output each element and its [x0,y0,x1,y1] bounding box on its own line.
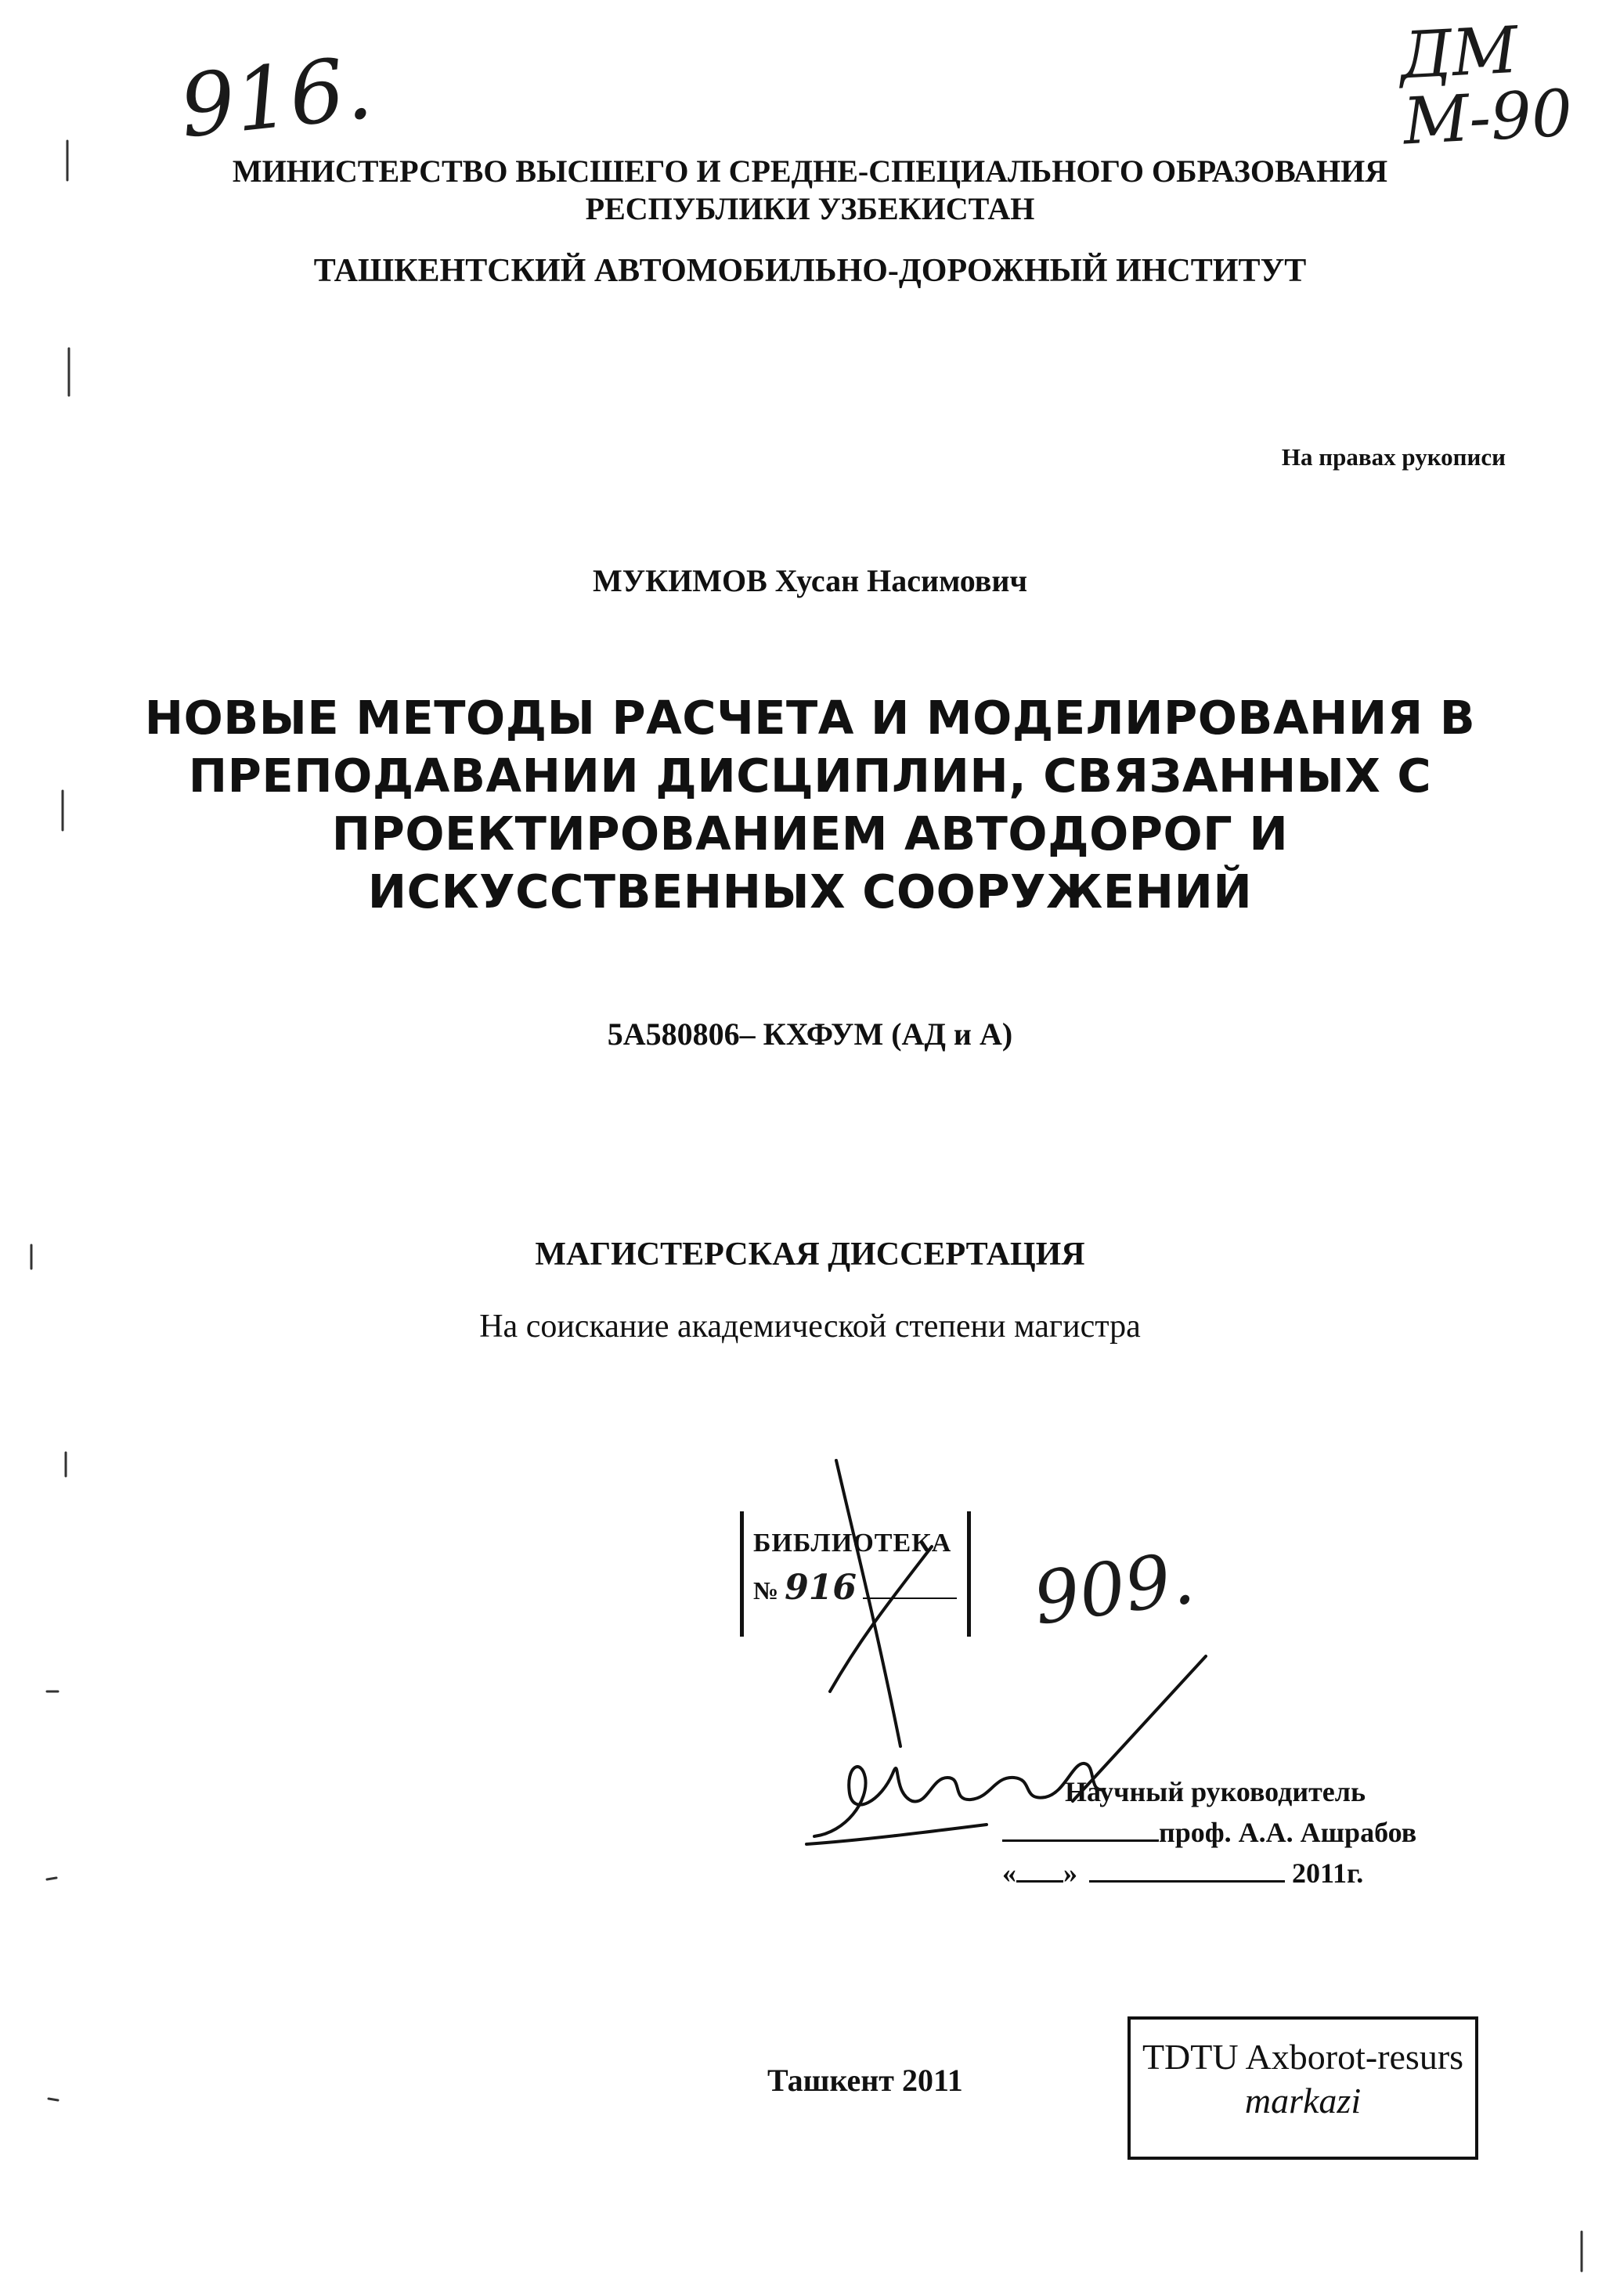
supervisor-label: Научный руководитель [1065,1776,1366,1807]
date-open-quote: « [1002,1857,1016,1889]
author-name: МУКИМОВ Хусан Насимович [592,563,1028,598]
signature-icon [814,1764,1104,1836]
handwritten-number-middle: 909. [1028,1536,1200,1641]
date-year: 2011г. [1292,1857,1364,1889]
thesis-title-line: ПРЕПОДАВАНИИ ДИСЦИПЛИН, СВЯЗАННЫХ С [188,749,1432,803]
degree-purpose: На соискание академической степени магистра [479,1309,1141,1345]
manuscript-note: На правах рукописи [1281,443,1506,471]
library-stamp-number-value: 916 [785,1568,857,1608]
resource-stamp-line1: TDTU Axborot-resurs [1142,2037,1464,2077]
ministry-line-1: МИНИСТЕРСТВО ВЫСШЕГО И СРЕДНЕ-СПЕЦИАЛЬНОГО ОБРАЗОВАНИЯ [232,153,1388,189]
ministry-line-2: РЕСПУБЛИКИ УЗБЕКИСТАН [585,191,1035,226]
library-stamp-number-prefix: № [753,1576,779,1605]
date-close-quote: » [1063,1857,1077,1889]
scan-mark [49,2099,58,2100]
cross-out-stroke [836,1460,900,1746]
thesis-title-line: ИСКУССТВЕННЫХ СООРУЖЕНИЙ [367,865,1253,919]
library-stamp-title: БИБЛИОТЕКА [753,1529,952,1558]
city-year: Ташкент 2011 [767,2063,963,2098]
thesis-title-line: НОВЫЕ МЕТОДЫ РАСЧЕТА И МОДЕЛИРОВАНИЯ В [144,691,1476,745]
handwritten-number-top-left: 916. [175,37,377,157]
handwritten-code-line1: ДМ [1398,13,1520,94]
thesis-title-line: ПРОЕКТИРОВАНИЕМ АВТОДОРОГ И [331,807,1289,861]
cross-out-stroke [830,1547,932,1691]
handwritten-code-line2: М-90 [1401,76,1575,160]
resource-stamp-line2: markazi [1244,2081,1362,2121]
specialty-code: 5А580806– КХФУМ (АД и А) [607,1016,1013,1052]
document-type: МАГИСТЕРСКАЯ ДИССЕРТАЦИЯ [535,1236,1085,1273]
scan-mark [47,1878,56,1879]
institute-name: ТАШКЕНТСКИЙ АВТОМОБИЛЬНО-ДОРОЖНЫЙ ИНСТИТУТ [313,253,1307,289]
supervisor-name: проф. А.А. Ашрабов [1159,1817,1417,1848]
signature-underline [806,1825,987,1844]
